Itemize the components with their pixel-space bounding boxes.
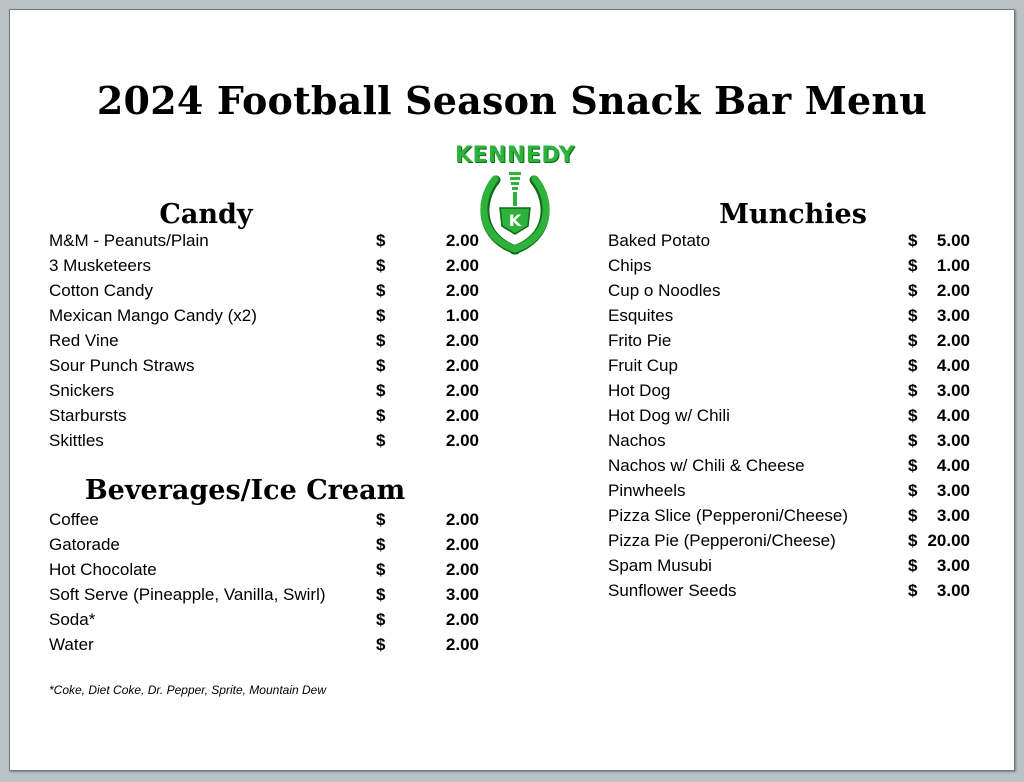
menu-item [49,228,479,253]
menu-item-currency: $ [908,481,918,500]
menu-item [49,353,479,378]
menu-item [608,228,970,253]
menu-item [608,353,970,378]
menu-item [49,378,479,403]
menu-item-price: 1.00 [936,256,970,275]
menu-item-currency: $ [376,331,386,350]
menu-item-price: 2.00 [445,535,479,554]
menu-item-price: 3.00 [936,431,970,450]
menu-item-name: Coffee [49,510,99,529]
menu-item-price: 2.00 [445,406,479,425]
menu-item-price: 4.00 [936,406,970,425]
menu-item [49,403,479,428]
logo-letter: K [508,211,522,230]
menu-item-price: 3.00 [936,581,970,600]
menu-item-price: 2.00 [445,381,479,400]
menu-item-price: 2.00 [445,510,479,529]
menu-item-name: Mexican Mango Candy (x2) [49,306,257,325]
munchies-section-title: Munchies [719,199,867,230]
menu-item-price: 2.00 [445,356,479,375]
menu-item-currency: $ [376,560,386,579]
menu-item-price: 2.00 [445,560,479,579]
menu-item-currency: $ [376,510,386,529]
menu-item-currency: $ [376,256,386,275]
menu-item [49,278,479,303]
menu-item-name: Skittles [49,431,104,450]
menu-item-currency: $ [908,381,918,400]
menu-item-currency: $ [376,281,386,300]
menu-item [608,428,970,453]
menu-item-currency: $ [908,231,918,250]
menu-item [608,453,970,478]
menu-page [9,9,1015,771]
menu-item [608,503,970,528]
menu-item-currency: $ [908,306,918,325]
menu-item-currency: $ [908,331,918,350]
menu-item-currency: $ [908,506,918,525]
menu-item [49,507,479,532]
menu-item-price: 4.00 [936,456,970,475]
menu-item-name: Nachos w/ Chili & Cheese [608,456,805,475]
menu-item-name: Fruit Cup [608,356,678,375]
menu-item-currency: $ [376,306,386,325]
menu-item-price: 4.00 [936,356,970,375]
menu-item-currency: $ [376,610,386,629]
menu-item-currency: $ [908,406,918,425]
logo-text: KENNEDY [454,143,576,168]
menu-item-name: Sunflower Seeds [608,581,737,600]
menu-item-price: 3.00 [936,556,970,575]
menu-item [608,478,970,503]
menu-item-price: 2.00 [936,331,970,350]
menu-item-price: 3.00 [936,481,970,500]
menu-item-currency: $ [376,431,386,450]
menu-item-currency: $ [908,256,918,275]
menu-item-currency: $ [376,381,386,400]
menu-item-price: 2.00 [936,281,970,300]
menu-item [49,632,479,657]
menu-item-currency: $ [908,531,918,550]
menu-item-name: Hot Dog [608,381,671,400]
menu-item [608,328,970,353]
menu-item-currency: $ [376,231,386,250]
menu-item-name: Gatorade [49,535,120,554]
menu-item-name: Chips [608,256,652,275]
menu-item-currency: $ [908,556,918,575]
menu-item [608,578,970,603]
menu-item-name: Sour Punch Straws [49,356,195,375]
menu-item [49,328,479,353]
menu-item-currency: $ [908,431,918,450]
menu-item-price: 3.00 [936,306,970,325]
menu-item-name: Esquites [608,306,674,325]
menu-item-name: 3 Musketeers [49,256,152,275]
menu-item-name: Starbursts [49,406,127,425]
menu-item-price: 5.00 [936,231,970,250]
menu-item [608,378,970,403]
menu-item [608,553,970,578]
menu-item-name: M&M - Peanuts/Plain [49,231,209,250]
menu-item-price: 1.00 [445,306,479,325]
menu-item [49,253,479,278]
menu-item [608,278,970,303]
menu-item [608,253,970,278]
page-title: 2024 Football Season Snack Bar Menu [96,78,928,123]
menu-item-name: Water [49,635,94,654]
menu-item-currency: $ [376,585,386,604]
menu-item [608,528,970,553]
menu-item [49,607,479,632]
menu-item [608,303,970,328]
menu-item-name: Baked Potato [608,231,711,250]
menu-item-name: Pizza Slice (Pepperoni/Cheese) [608,506,849,525]
menu-item-name: Hot Chocolate [49,560,157,579]
menu-item-price: 2.00 [445,635,479,654]
menu-item-name: Pizza Pie (Pepperoni/Cheese) [608,531,836,550]
menu-item-name: Spam Musubi [608,556,712,575]
menu-item-price: 2.00 [445,231,479,250]
menu-item-name: Nachos [608,431,666,450]
candy-section-title: Candy [159,199,253,230]
menu-item-price: 3.00 [445,585,479,604]
menu-item [608,403,970,428]
menu-item-name: Red Vine [49,331,119,350]
soda-footnote: *Coke, Diet Coke, Dr. Pepper, Sprite, Mountain Dew [49,683,327,697]
menu-item-name: Pinwheels [608,481,686,500]
menu-item-name: Hot Dog w/ Chili [608,406,730,425]
menu-item-price: 3.00 [936,381,970,400]
menu-item-name: Soft Serve (Pineapple, Vanilla, Swirl) [49,585,326,604]
menu-item-price: 20.00 [927,531,970,550]
menu-item-name: Soda* [49,610,96,629]
menu-item [49,428,479,453]
menu-item-currency: $ [376,535,386,554]
menu-item-currency: $ [908,281,918,300]
menu-item-currency: $ [908,456,918,475]
menu-item-price: 2.00 [445,256,479,275]
menu-item-price: 3.00 [936,506,970,525]
menu-item-name: Cup o Noodles [608,281,721,300]
beverages-section-title: Beverages/Ice Cream [84,475,406,506]
menu-item-name: Snickers [49,381,115,400]
menu-item [49,532,479,557]
menu-item [49,582,479,607]
menu-item-name: Frito Pie [608,331,672,350]
menu-item-price: 2.00 [445,610,479,629]
menu-item [49,557,479,582]
menu-item-price: 2.00 [445,431,479,450]
menu-item-currency: $ [376,356,386,375]
menu-item-currency: $ [376,635,386,654]
menu-item [49,303,479,328]
menu-item-currency: $ [908,581,918,600]
menu-item-name: Cotton Candy [49,281,153,300]
menu-item-currency: $ [908,356,918,375]
menu-item-currency: $ [376,406,386,425]
menu-item-price: 2.00 [445,331,479,350]
menu-item-price: 2.00 [445,281,479,300]
